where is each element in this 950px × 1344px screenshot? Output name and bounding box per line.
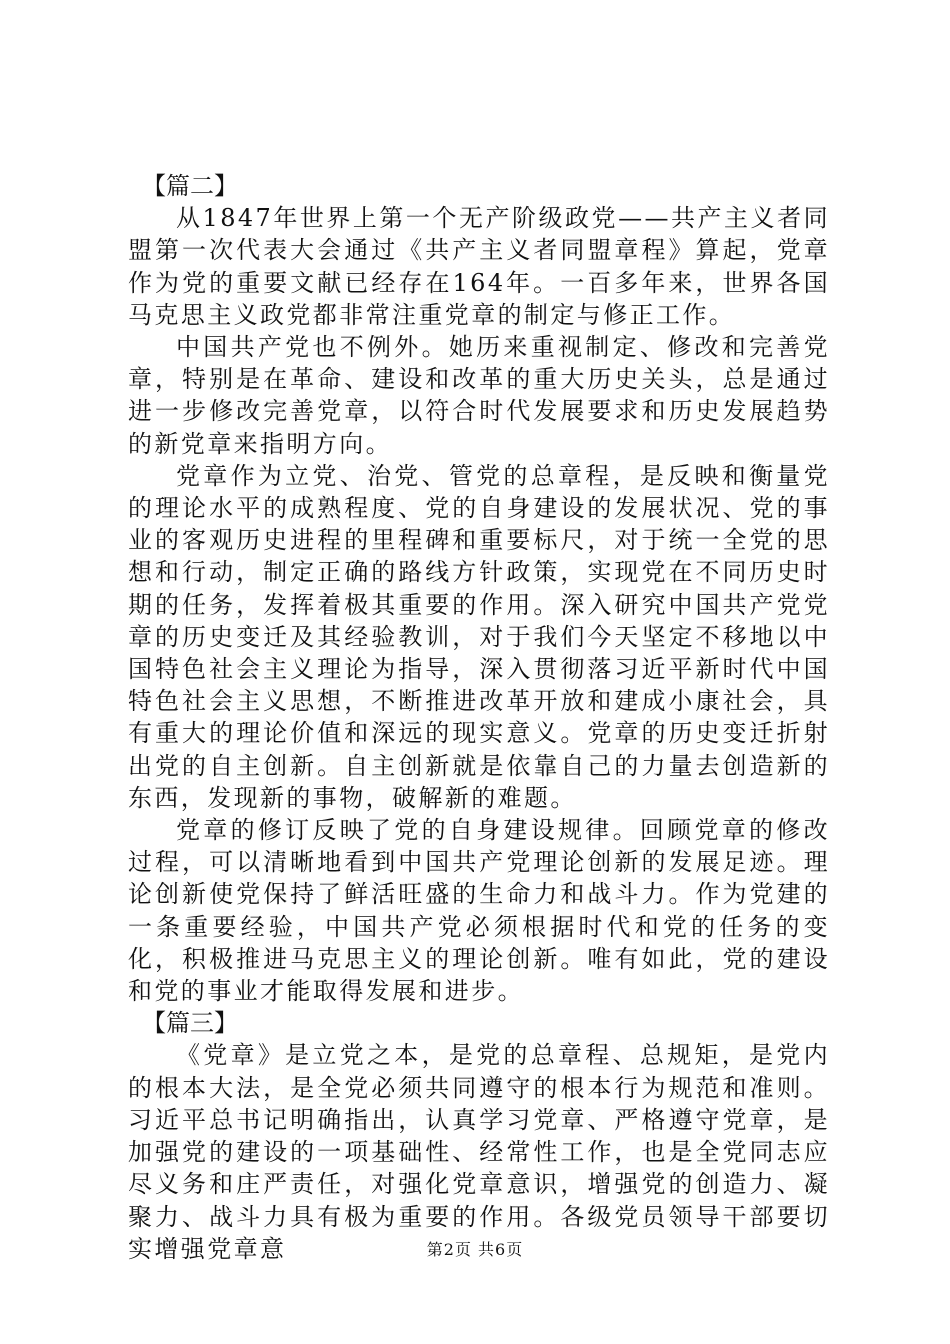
paragraph: 党章作为立党、治党、管党的总章程，是反映和衡量党的理论水平的成熟程度、党的自身建设的发展状况、党的事业的客观历史进程的里程碑和重要标尺，对于统一全党的思想和行动，制定正确的路线方针政策，实现党在不同历史时期的任务，发挥着极其重要的作用。深入研究中国共产党党章的历史变迁及其经验教训，对于我们今天坚定不移地以中国特色社会主义理论为指导，深入贯彻落习近平新时代中国特色社会主义思想，不断推进改革开放和建成小康社会，具有重大的理论价值和深远的现实意义。党章的历史变迁折射出党的自主创新。自主创新就是依靠自己的力量去创造新的东西，发现新的事物，破解新的难题。 xyxy=(128,461,830,812)
paragraph: 《党章》是立党之本，是党的总章程、总规矩，是党内的根本大法，是全党必须共同遵守的根本行为规范和准则。习近平总书记明确指出，认真学习党章、严格遵守党章，是加强党的建设的一项基础性、经常性工作，也是全党同志应尽义务和庄严责任，对强化党章意识，增强党的创造力、凝聚力、战斗力具有极为重要的作用。各级党员领导干部要切实增强党章意 xyxy=(128,1041,830,1263)
section-heading-2: 【篇二】 xyxy=(142,172,238,200)
paragraph: 党章的修订反映了党的自身建设规律。回顾党章的修改过程，可以清晰地看到中国共产党理论创新的发展足迹。理论创新使党保持了鲜活旺盛的生命力和战斗力。作为党建的一条重要经验，中国共产党必须根据时代和党的任务的变化，积极推进马克思主义的理论创新。唯有如此，党的建设和党的事业才能取得发展和进步。 xyxy=(128,816,830,1006)
section-heading-3: 【篇三】 xyxy=(142,1009,238,1038)
paragraph: 从1847年世界上第一个无产阶级政党——共产主义者同盟第一次代表大会通过《共产主义者同盟章程》算起，党章作为党的重要文献已经存在164年。一百多年来，世界各国马克思主义政党都非常注重党章的制定与修正工作。 xyxy=(128,204,830,329)
paragraph: 中国共产党也不例外。她历来重视制定、修改和完善党章，特别是在革命、建设和改革的重大历史关头，总是通过进一步修改完善党章，以符合时代发展要求和历史发展趋势的新党章来指明方向。 xyxy=(128,333,830,458)
document-body xyxy=(128,170,830,1265)
page-number: 第2页 共6页 xyxy=(426,1240,524,1259)
